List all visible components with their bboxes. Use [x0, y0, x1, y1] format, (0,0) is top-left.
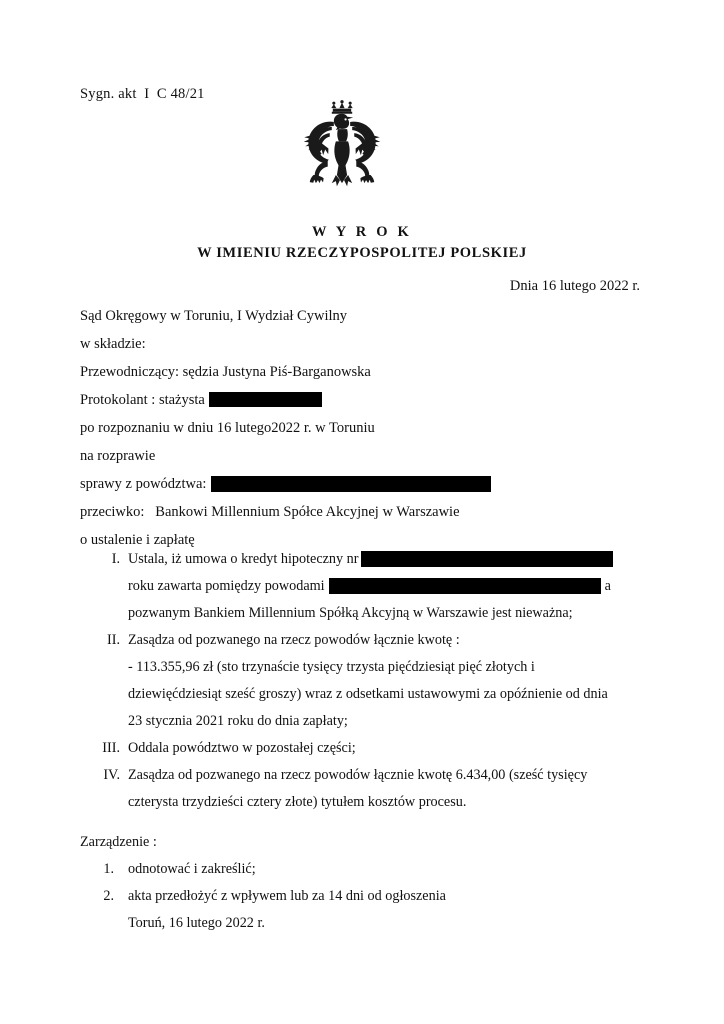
- order-title: Zarządzenie :: [80, 834, 157, 850]
- operative-item-3: [98, 735, 640, 762]
- defendant-label: przeciwko:: [80, 504, 145, 520]
- operative-item-2-line-1: Zasądza od pozwanego na rzecz powodów łącznie kwotę :: [128, 632, 460, 648]
- redaction-bar-plaintiff-names: [329, 578, 601, 594]
- operative-item-3-line-1: Oddala powództwo w pozostałej części;: [128, 740, 356, 756]
- operative-item-1-line-2: [128, 573, 640, 600]
- operative-item-4: [98, 762, 640, 816]
- contract-text-before: Ustala, iż umowa o kredyt hipoteczny nr: [128, 551, 359, 567]
- defendant-line: [80, 498, 640, 526]
- heading-republic: W IMIENIU RZECZYPOSPOLITEJ POLSKIEJ: [197, 245, 527, 261]
- preamble-block: [80, 302, 640, 554]
- order-block: [80, 829, 640, 937]
- operative-item-4-costs: Zasądza od pozwanego na rzecz powodów łącznie kwotę 6.434,00 (sześć tysięcy: [128, 767, 588, 783]
- judgment-date: Dnia 16 lutego 2022 r.: [509, 278, 640, 294]
- operative-item-2-interest: dziewięćdziesiąt sześć groszy) wraz z odsetkami ustawowymi za opóźnienie od dnia: [128, 686, 608, 702]
- presiding-judge: Przewodniczący: sędzia Justyna Piś-Barganowska: [80, 364, 371, 380]
- operative-item-2-amount: - 113.355,96 zł (sto trzynaście tysięcy trzysta pięćdziesiąt pięć złotych i: [128, 659, 535, 675]
- hearing-line: po rozpoznaniu w dniu 16 lutego2022 r. w Toruniu: [80, 420, 375, 436]
- operative-item-2-date: 23 stycznia 2021 roku do dnia zapłaty;: [128, 713, 348, 729]
- case-subject: o ustalenie i zapłatę: [80, 532, 195, 548]
- operative-item-1-line-1: [128, 546, 640, 573]
- parties-text-before: roku zawarta pomiędzy powodami: [128, 578, 325, 594]
- order-item: [80, 883, 640, 910]
- order-item: [80, 856, 640, 883]
- operative-numeral: IV.: [103, 767, 120, 783]
- composition-label: w składzie:: [80, 336, 146, 352]
- judgment-heading: [0, 222, 724, 264]
- parties-text-after: a: [604, 578, 611, 594]
- court-name: Sąd Okręgowy w Toruniu, I Wydział Cywilny: [80, 308, 348, 324]
- hearing-mode: na rozprawie: [80, 448, 156, 464]
- defendant-name: Bankowi Millennium Spółce Akcyjnej w Warszawie: [155, 504, 460, 520]
- plaintiff-line: [80, 470, 640, 498]
- operative-item-2: [98, 627, 640, 735]
- order-item-text: odnotować i zakreślić;: [128, 861, 256, 877]
- operative-item-4-line-2: czterysta trzydzieści cztery złote) tytułem kosztów procesu.: [128, 794, 467, 810]
- recorder-label: Protokolant : stażysta: [80, 392, 205, 408]
- case-signature: Sygn. akt I C 48/21: [80, 86, 205, 102]
- order-place-date: Toruń, 16 lutego 2022 r.: [128, 915, 265, 931]
- operative-numeral: II.: [107, 632, 120, 648]
- order-list: [80, 856, 640, 910]
- operative-numeral: I.: [111, 551, 120, 567]
- order-item-text: akta przedłożyć z wpływem lub za 14 dni od ogłoszenia: [128, 888, 446, 904]
- order-item-number: 2.: [103, 888, 114, 904]
- recorder-line: [80, 386, 640, 414]
- plaintiff-label: sprawy z powództwa:: [80, 476, 207, 492]
- operative-item-1: [98, 546, 640, 627]
- redaction-bar-recorder: [209, 392, 322, 407]
- operative-item-1-line-3: pozwanym Bankiem Millennium Spółką Akcyjną w Warszawie jest nieważna;: [128, 605, 573, 621]
- heading-wyrok: W Y R O K: [312, 224, 412, 240]
- redaction-bar-plaintiff: [211, 476, 491, 492]
- order-item-number: 1.: [103, 861, 114, 877]
- operative-part: [98, 546, 640, 816]
- redaction-bar-contract-number: [361, 551, 613, 567]
- polish-eagle-coat-of-arms-icon: [291, 99, 393, 202]
- operative-numeral: III.: [102, 740, 120, 756]
